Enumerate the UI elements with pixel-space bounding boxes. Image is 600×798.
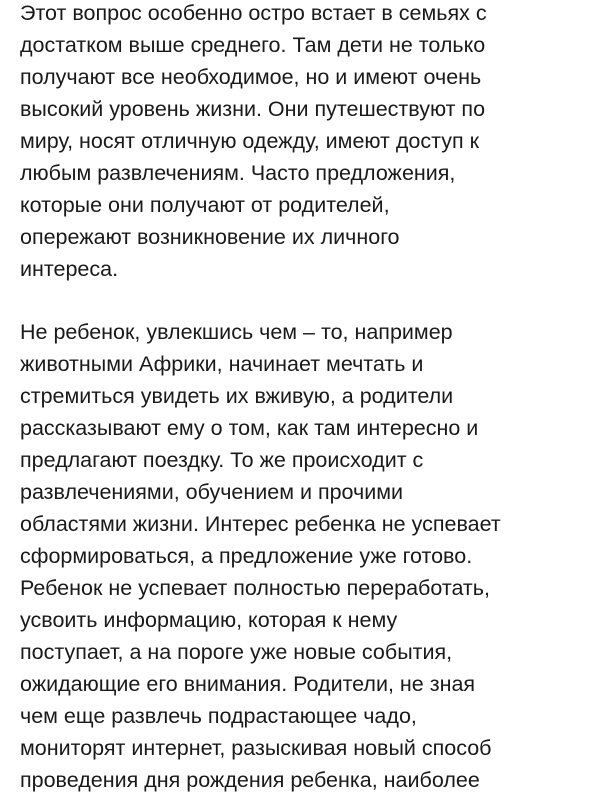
text-line: поступает, а на пороге уже новые события, — [20, 640, 453, 664]
text-line: ожидающие его внимания. Родители, не зная — [20, 672, 476, 696]
text-line: получают все необходимое, но и имеют очень — [20, 65, 482, 89]
text-line: любым развлечениям. Часто предложения, — [20, 161, 456, 185]
text-line: предлагают поездку. То же происходит с — [20, 448, 424, 472]
text-line: которые они получают от родителей, — [20, 193, 390, 217]
text-line: миру, носят отличную одежду, имеют доступ к — [20, 129, 479, 153]
text-line: животными Африки, начинает мечтать и — [20, 352, 424, 376]
paragraph-2 — [20, 316, 501, 796]
paragraph-1 — [20, 0, 487, 285]
text-line: высокий уровень жизни. Они путешествуют по — [20, 97, 486, 121]
text-line: областями жизни. Интерес ребенка не успевает — [20, 512, 501, 536]
text-line: стремиться увидеть их вживую, а родители — [20, 384, 454, 408]
text-line: Не ребенок, увлекшись чем – то, например — [20, 320, 453, 344]
text-line: развлечениями, обучением и прочими — [20, 480, 404, 504]
text-line: рассказывают ему о том, как там интересно и — [20, 416, 479, 440]
text-line: мониторят интернет, разыскивая новый способ — [20, 736, 492, 760]
text-line: Ребенок не успевает полностью переработать, — [20, 576, 490, 600]
text-line: сформироваться, а предложение уже готово. — [20, 544, 473, 568]
text-line: интереса. — [20, 257, 119, 281]
text-line: чем еще развлечь подрастающее чадо, — [20, 704, 417, 728]
text-line: опережают возникновение их личного — [20, 225, 400, 249]
text-line: проведения дня рождения ребенка, наиболее — [20, 768, 480, 792]
text-line: Этот вопрос особенно остро встает в семьях с — [20, 1, 487, 25]
text-line: усвоить информацию, которая к нему — [20, 608, 398, 632]
text-line: достатком выше среднего. Там дети не только — [20, 33, 486, 57]
